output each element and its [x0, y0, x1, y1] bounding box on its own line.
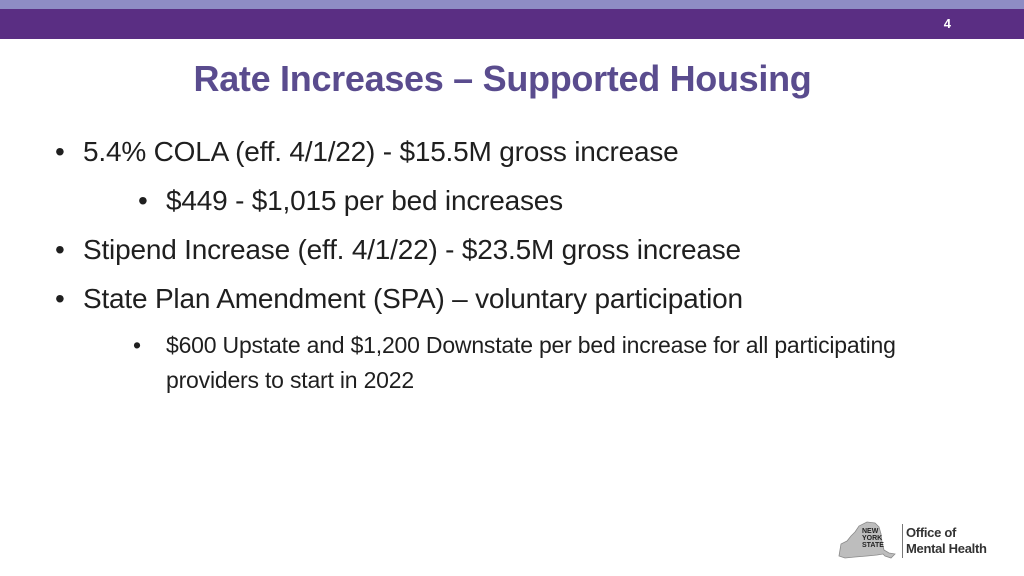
bullet-dot: • [138, 185, 148, 216]
logo-state-text: STATE [862, 542, 884, 549]
omh-logo [837, 520, 987, 562]
bullet-item [55, 136, 679, 168]
bullet-text: $600 Upstate and $1,200 Downstate per bed increase for all participating providers to start in 2022 [166, 332, 896, 393]
header-bar [0, 9, 1024, 39]
bullet-dot: • [55, 234, 65, 265]
bullet-text: 5.4% COLA (eff. 4/1/22) - $15.5M gross increase [83, 136, 679, 167]
logo-office-text [906, 525, 987, 557]
bullet-dot: • [55, 283, 65, 314]
bullet-dot: • [133, 332, 141, 358]
logo-office-line: Office of [906, 525, 957, 540]
logo-state-text: YORK [862, 535, 883, 542]
slide-number: 4 [943, 16, 951, 31]
bullet-text: State Plan Amendment (SPA) – voluntary participation [83, 283, 743, 314]
bullet-item [55, 283, 743, 315]
sub-bullet-item [133, 328, 926, 398]
sub-bullet-item [138, 185, 563, 217]
bullet-text: Stipend Increase (eff. 4/1/22) - $23.5M gross increase [83, 234, 741, 265]
bullet-text: $449 - $1,015 per bed increases [166, 185, 563, 216]
logo-office-line: Mental Health [906, 541, 987, 556]
bullet-dot: • [55, 136, 65, 167]
logo-divider [902, 524, 903, 558]
logo-state-text: NEW [862, 528, 879, 535]
bullet-item [55, 234, 741, 266]
new-york-state-map-icon [837, 520, 899, 562]
slide-title: Rate Increases – Supported Housing [193, 58, 812, 99]
top-accent-stripe [0, 0, 1024, 9]
